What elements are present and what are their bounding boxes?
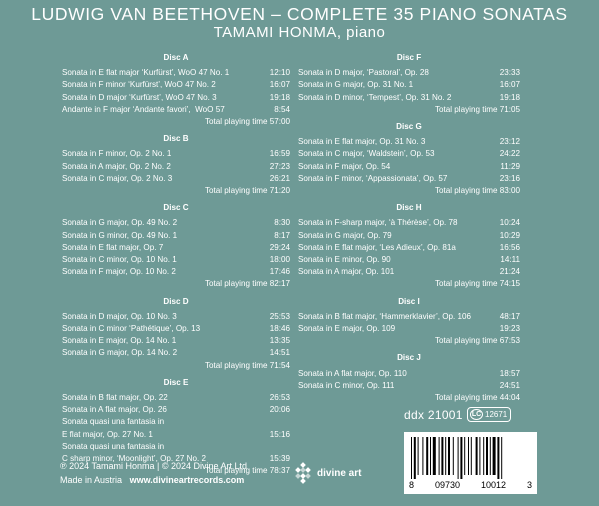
track-row: [298, 368, 520, 380]
track-row: [62, 335, 290, 347]
track-title: Sonata in E major, Op. 14 No. 1: [62, 336, 177, 346]
disc-heading: Disc G: [396, 122, 422, 132]
barcode: [404, 432, 537, 494]
track-row: [298, 323, 520, 335]
disc-heading: Disc F: [396, 53, 422, 62]
track-title: Sonata in F minor, Op. 2 No. 1: [62, 149, 172, 159]
track-duration: 15:16: [269, 429, 290, 439]
track-duration: 20:06: [269, 405, 290, 415]
track-title: Sonata in A flat major, Op. 110: [298, 368, 407, 378]
track-title: Sonata in E major, Op. 109: [298, 324, 396, 334]
track-title: Sonata in G major, Op. 31 No. 1: [298, 80, 414, 90]
track-title: Sonata in C minor, Op. 10 No. 1: [62, 255, 177, 265]
track-row: [298, 79, 520, 91]
track-duration: 26:21: [269, 173, 290, 183]
track-row: [62, 148, 290, 160]
total-playing-time: Total playing time 44:04: [434, 393, 520, 403]
label-code-prefix: LC: [471, 411, 482, 418]
track-row: [62, 230, 290, 242]
total-playing-time: Total playing time 71:05: [434, 104, 520, 114]
disc-block: [298, 202, 520, 290]
total-playing-time: Total playing time 71:54: [204, 360, 290, 370]
barcode-bars: [407, 435, 534, 479]
disc-block: [62, 202, 290, 290]
tracklist-left-column: [62, 52, 290, 483]
copyright-line: ℗ 2024 Tamami Honma | © 2024 Divine Art Ltd: [60, 461, 248, 471]
disc-heading: Disc E: [163, 377, 189, 387]
track-row: [62, 323, 290, 335]
disc-block: [62, 296, 290, 372]
track-duration: 48:17: [499, 311, 520, 321]
track-title: Sonata in G major, Op. 14 No. 2: [62, 348, 178, 358]
track-duration: 10:29: [499, 230, 520, 240]
track-row: [62, 392, 290, 404]
track-title: Sonata in C minor, Op. 111: [298, 380, 395, 390]
track-row: [62, 311, 290, 323]
track-row: [62, 173, 290, 185]
track-duration: 11:29: [500, 161, 520, 171]
track-duration: 12:10: [269, 68, 290, 78]
total-playing-time: Total playing time 83:00: [434, 186, 520, 196]
track-duration: 16:07: [499, 80, 520, 90]
track-title: Sonata in A major, Op. 101: [298, 267, 395, 277]
logo-text: divine art: [317, 467, 362, 479]
made-in-line: [60, 475, 244, 485]
track-title: Sonata in F major, Op. 10 No. 2: [62, 267, 176, 277]
track-duration: 10:24: [499, 218, 520, 228]
track-title: Sonata in E flat major, Op. 31 No. 3: [298, 137, 426, 147]
barcode-digit-group: 8: [409, 480, 415, 490]
track-duration: 18:46: [269, 324, 290, 334]
track-title: E flat major, Op. 27 No. 1: [62, 429, 153, 439]
disc-block: [62, 133, 290, 197]
divine-art-diamond-icon: [292, 462, 314, 484]
track-row: [62, 429, 290, 441]
track-row: [62, 161, 290, 173]
track-row: [62, 79, 290, 91]
disc-heading: Disc D: [163, 296, 189, 306]
track-title: Sonata in F minor ‘Kurfürst’, WoO 47 No. 2: [62, 80, 216, 90]
track-row: [62, 441, 290, 453]
track-duration: 27:23: [269, 161, 290, 171]
track-title: Sonata in E flat major, ‘Les Adieux’, Op. 81a: [298, 242, 456, 252]
total-playing-time: Total playing time 74:15: [434, 279, 520, 289]
divine-art-logo: [292, 462, 361, 484]
website-link[interactable]: www.divineartrecords.com: [129, 475, 245, 485]
track-duration: 21:24: [499, 267, 520, 277]
disc-block: [298, 352, 520, 404]
track-title: Sonata in A major, Op. 2 No. 2: [62, 161, 171, 171]
track-title: Sonata in G major, Op. 49 No. 2: [62, 218, 178, 228]
total-playing-time: Total playing time 71:20: [204, 186, 290, 196]
performer-line: TAMAMI HONMA, piano: [213, 24, 386, 41]
total-playing-time: Total playing time 57:00: [204, 117, 290, 127]
track-title: Sonata in D major, ‘Pastoral’, Op. 28: [298, 68, 429, 78]
label-code-number: 12671: [485, 410, 508, 419]
barcode-digit-group: 3: [526, 480, 532, 490]
disc-heading: Disc A: [163, 53, 189, 62]
disc-block: [298, 52, 520, 116]
track-row: [298, 311, 520, 323]
track-duration: 16:56: [499, 242, 520, 252]
track-title: Sonata in C major, ‘Waldstein’, Op. 53: [298, 149, 435, 159]
track-duration: 18:00: [269, 255, 290, 265]
track-duration: 24:51: [499, 380, 520, 390]
disc-heading: Disc C: [163, 203, 189, 213]
track-row: [62, 404, 290, 416]
track-title: Sonata in G major, Op. 79: [298, 230, 392, 240]
track-duration: 17:46: [269, 267, 290, 277]
track-title: Sonata in E minor, Op. 90: [298, 255, 391, 265]
track-row: [298, 173, 520, 185]
track-title: Sonata in A flat major, Op. 26: [62, 405, 167, 415]
label-code-badge: [467, 407, 511, 422]
track-duration: 25:53: [269, 311, 290, 321]
tracklist-right-column: [298, 52, 520, 409]
track-title: Sonata in F minor, ‘Appassionata’, Op. 57: [298, 173, 448, 183]
track-duration: 8:17: [274, 230, 290, 240]
total-playing-time: Total playing time 78:37: [204, 466, 290, 476]
track-row: [62, 347, 290, 359]
track-title: Sonata in D minor, ‘Tempest’, Op. 31 No. 2: [298, 92, 452, 102]
track-title: Sonata in F major, Op. 54: [298, 161, 391, 171]
barcode-digits: [407, 480, 534, 490]
track-duration: 14:51: [269, 348, 290, 358]
track-duration: 15:39: [269, 454, 290, 464]
track-row: [298, 92, 520, 104]
track-duration: 19:18: [269, 92, 290, 102]
track-title: C sharp minor, ‘Moonlight’, Op. 27 No. 2: [62, 454, 206, 464]
track-row: [298, 217, 520, 229]
track-row: [62, 92, 290, 104]
track-duration: 24:22: [499, 149, 520, 159]
track-row: [298, 266, 520, 278]
track-duration: 26:53: [269, 393, 290, 403]
made-in-text: Made in Austria: [60, 475, 123, 485]
track-duration: 23:12: [499, 137, 520, 147]
track-duration: 8:30: [274, 218, 290, 228]
track-duration: 23:16: [499, 173, 520, 183]
track-row: [298, 67, 520, 79]
track-title: Andante in F major ‘Andante favori’, WoO 57: [62, 104, 225, 114]
track-title: Sonata in D major ‘Kurfürst’, WoO 47 No. 3: [62, 92, 217, 102]
track-title: Sonata in B flat major, Op. 22: [62, 393, 168, 403]
track-duration: 8:54: [274, 104, 290, 114]
track-title: Sonata in B flat major, ‘Hammerklavier’, Op. 106: [298, 311, 472, 321]
track-duration: 29:24: [269, 242, 290, 252]
total-playing-time: Total playing time 67:53: [434, 336, 520, 346]
track-row: [298, 254, 520, 266]
track-duration: 16:07: [269, 80, 290, 90]
track-row: [62, 104, 290, 116]
track-duration: 19:23: [499, 324, 520, 334]
track-title: Sonata in C major, Op. 2 No. 3: [62, 173, 173, 183]
track-duration: 23:33: [499, 68, 520, 78]
track-title: Sonata in D major, Op. 10 No. 3: [62, 311, 177, 321]
track-row: [62, 217, 290, 229]
barcode-digit-group: 09730: [434, 480, 461, 490]
track-duration: 16:59: [269, 149, 290, 159]
track-row: [298, 230, 520, 242]
track-row: [62, 416, 290, 428]
track-duration: 13:35: [269, 336, 290, 346]
disc-heading: Disc H: [396, 203, 422, 213]
track-title: Sonata in E flat major ‘Kurfürst’, WoO 47 No. 1: [62, 68, 230, 78]
track-duration: 14:11: [500, 255, 520, 265]
barcode-digit-group: 10012: [480, 480, 507, 490]
track-row: [62, 242, 290, 254]
track-title: Sonata quasi una fantasia in: [62, 417, 165, 427]
track-title: Sonata in F-sharp major, ‘à Thérèse’, Op. 78: [298, 218, 458, 228]
catalogue-number: ddx 21001: [404, 408, 463, 422]
track-row: [298, 148, 520, 160]
track-title: Sonata quasi una fantasia in: [62, 441, 165, 451]
track-title: Sonata in G minor, Op. 49 No. 1: [62, 230, 178, 240]
track-row: [298, 242, 520, 254]
total-playing-time: Total playing time 82:17: [204, 279, 290, 289]
disc-heading: Disc B: [163, 134, 189, 144]
disc-heading: Disc I: [398, 296, 420, 306]
track-row: [298, 380, 520, 392]
track-row: [62, 266, 290, 278]
track-duration: 18:57: [499, 368, 520, 378]
track-row: [298, 161, 520, 173]
disc-heading: Disc J: [397, 353, 421, 363]
disc-block: [62, 52, 290, 128]
disc-block: [298, 121, 520, 197]
track-row: [62, 67, 290, 79]
track-title: Sonata in C minor ‘Pathétique’, Op. 13: [62, 324, 201, 334]
track-row: [62, 254, 290, 266]
track-title: Sonata in E flat major, Op. 7: [62, 242, 164, 252]
disc-block: [298, 296, 520, 348]
track-row: [298, 136, 520, 148]
track-duration: 19:18: [499, 92, 520, 102]
album-title: LUDWIG VAN BEETHOVEN – COMPLETE 35 PIANO SONATAS: [31, 4, 568, 24]
